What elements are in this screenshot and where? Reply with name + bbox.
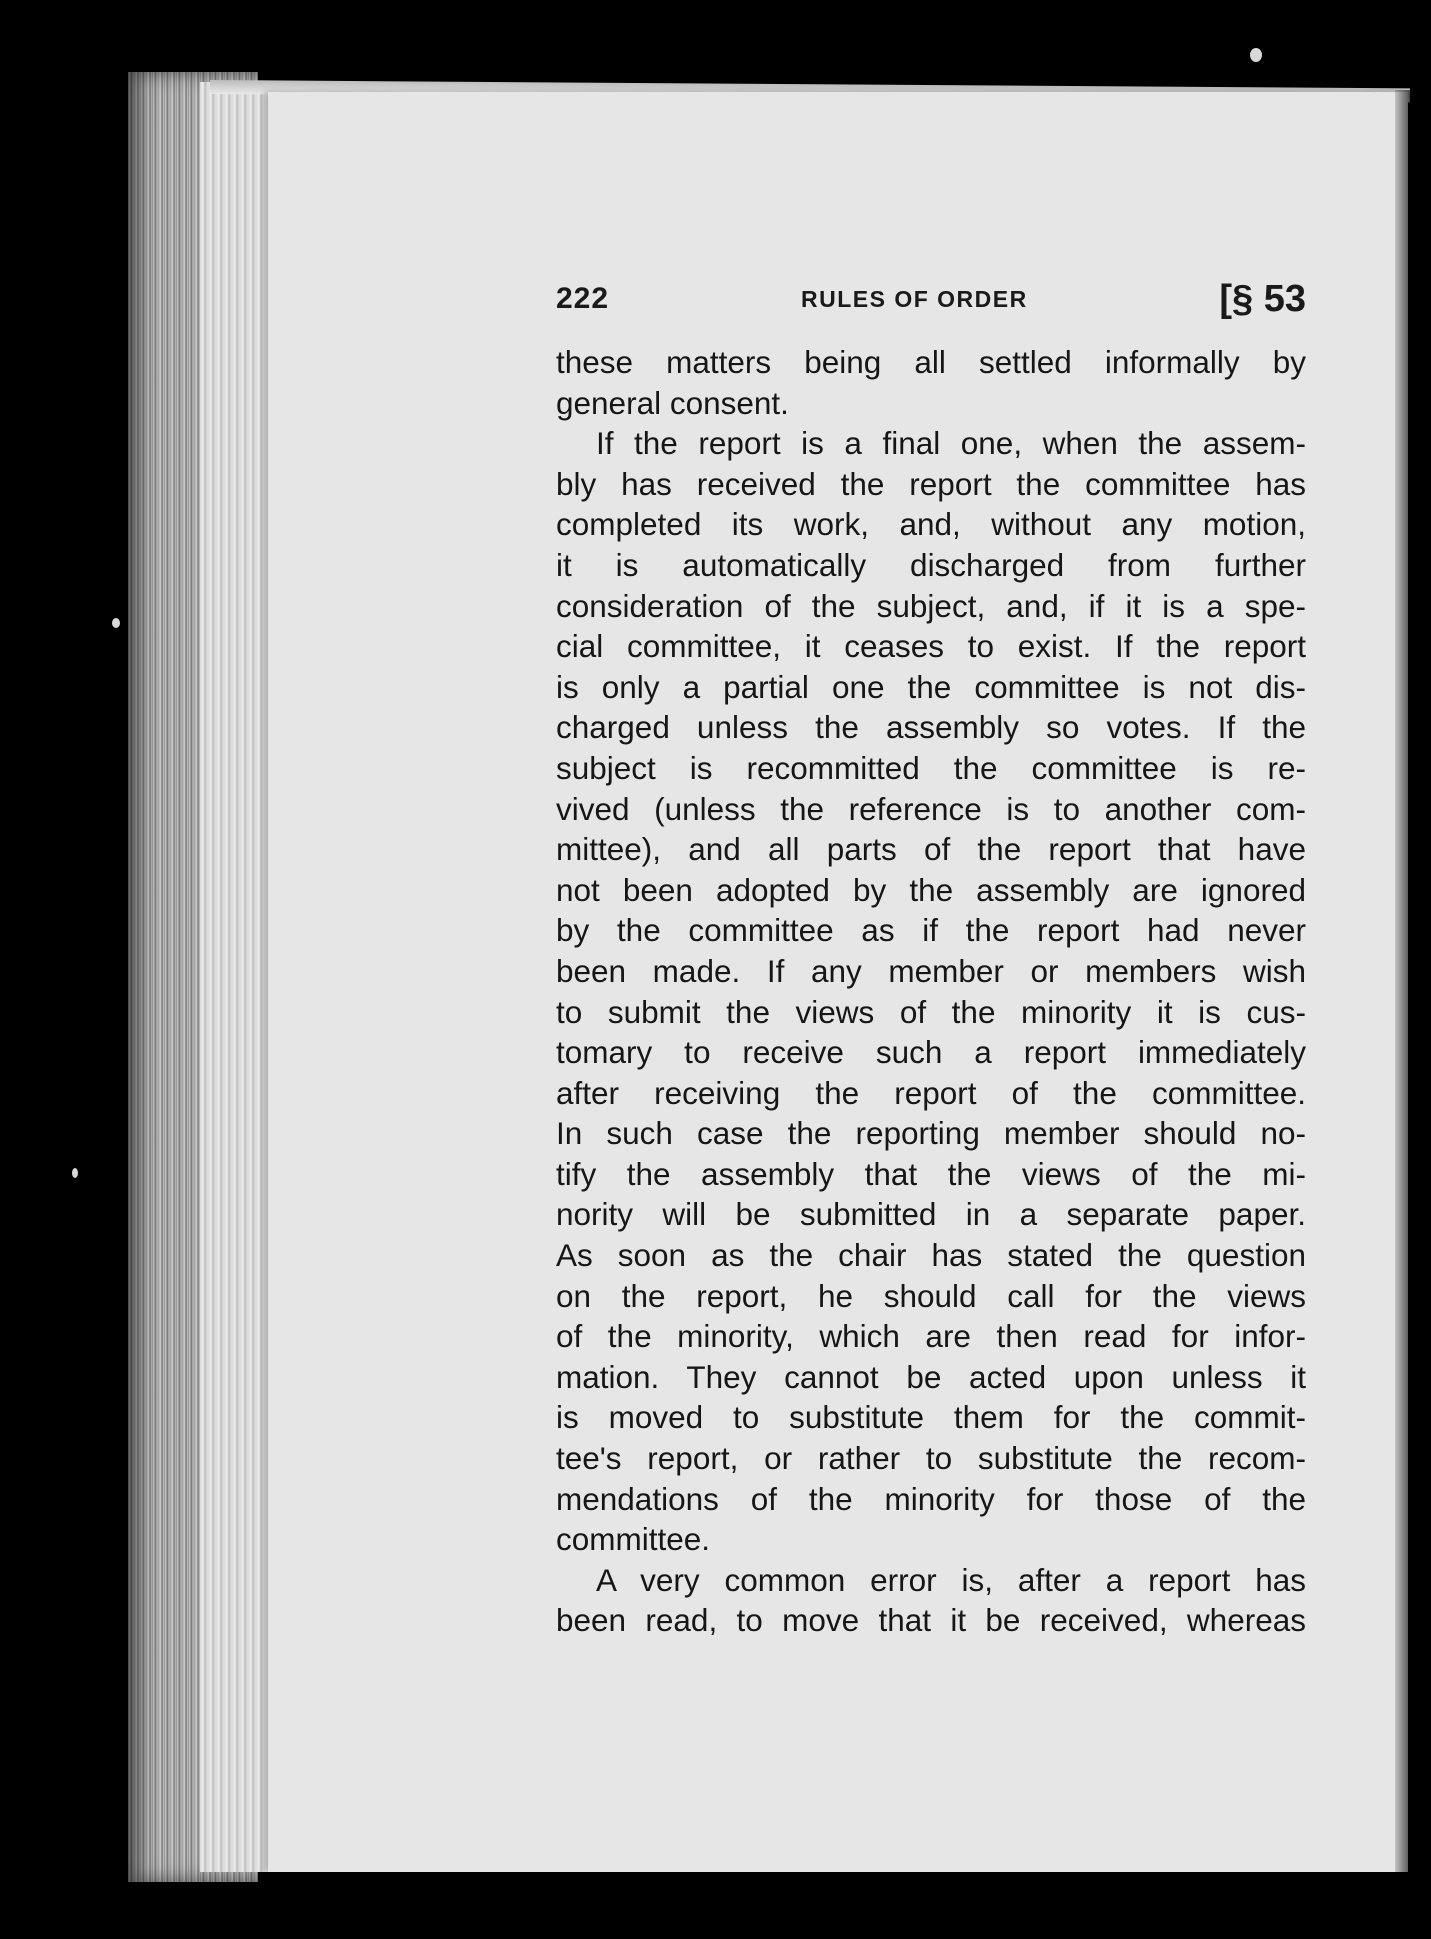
text-line: of the minority, which are then read for infor- — [556, 1318, 1306, 1355]
text-line: If the report is a final one, when the assem- — [596, 425, 1306, 462]
text-line: these matters being all settled informally by — [556, 344, 1306, 380]
text-line: subject is recommitted the committee is re- — [556, 749, 1306, 786]
text-line: been read, to move that it be received, whereas — [556, 1602, 1306, 1639]
text-line: mittee), and all parts of the report that have — [556, 831, 1306, 868]
text-line: tify the assembly that the views of the mi- — [556, 1155, 1306, 1192]
text-line: vived (unless the reference is to another com- — [556, 790, 1306, 827]
scan-speck — [112, 618, 120, 628]
text-line: on the report, he should call for the views — [556, 1277, 1306, 1314]
text-line: cial committee, it ceases to exist. If the report — [556, 628, 1306, 665]
page-number: 222 — [556, 282, 610, 315]
text-line: In such case the reporting member should no- — [556, 1115, 1306, 1152]
text-line: to submit the views of the minority it is cus- — [556, 993, 1306, 1030]
text-line: tomary to receive such a report immediately — [556, 1034, 1306, 1071]
scan-speck — [72, 1168, 78, 1178]
text-line: mation. They cannot be acted upon unless it — [556, 1358, 1306, 1395]
text-line: completed its work, and, without any motion, — [556, 506, 1306, 543]
text-line: tee's report, or rather to substitute the recom- — [556, 1440, 1306, 1477]
text-line: charged unless the assembly so votes. If the — [556, 709, 1306, 746]
text-line: consideration of the subject, and, if it is a spe- — [556, 587, 1306, 624]
text-line: committee. — [556, 1521, 711, 1558]
text-line: general consent. — [556, 384, 789, 421]
text-line: by the committee as if the report had never — [556, 912, 1306, 949]
page-right-shadow — [1395, 90, 1431, 1880]
text-line: been made. If any member or members wish — [556, 952, 1306, 989]
text-line: after receiving the report of the committee. — [556, 1074, 1306, 1111]
scan-speck — [1250, 48, 1262, 62]
section-reference: [§ 53 — [1219, 278, 1306, 320]
text-line: A very common error is, after a report has — [596, 1561, 1306, 1598]
text-line: is only a partial one the committee is not dis- — [556, 668, 1306, 705]
running-head: RULES OF ORDER — [801, 286, 1028, 312]
text-line: bly has received the report the committee has — [556, 465, 1306, 502]
text-line: mendations of the minority for those of the — [556, 1480, 1306, 1517]
text-line: not been adopted by the assembly are ignored — [556, 871, 1306, 908]
text-line: nority will be submitted in a separate paper. — [556, 1196, 1306, 1233]
page-header — [556, 278, 1306, 328]
body-text — [556, 342, 1306, 1641]
text-line: is moved to substitute them for the commit- — [556, 1399, 1306, 1436]
text-line: it is automatically discharged from further — [556, 546, 1306, 583]
text-line: As soon as the chair has stated the question — [556, 1237, 1306, 1274]
